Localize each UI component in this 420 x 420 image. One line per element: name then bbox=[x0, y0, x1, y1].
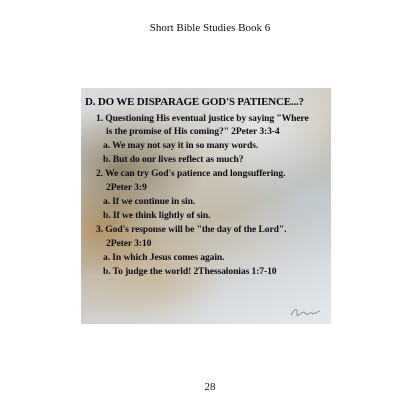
point-3a: a. In which Jesus comes again. bbox=[103, 252, 225, 263]
point-1a: a. We may not say it in so many words. bbox=[103, 140, 259, 151]
page-header: Short Bible Studies Book 6 bbox=[149, 22, 271, 34]
point-1b: b. But do our lives reflect as much? bbox=[103, 154, 244, 165]
point-1-continued: is the promise of His coming?" 2Peter 3:3-4 bbox=[106, 126, 280, 137]
point-3b: b. To judge the world! 2Thessalonias 1:7-10 bbox=[103, 266, 277, 277]
point-2-reference: 2Peter 3:9 bbox=[106, 182, 147, 193]
point-2a: a. If we continue in sin. bbox=[103, 196, 196, 207]
point-3: 3. God's response will be "the day of the Lord". bbox=[96, 224, 287, 235]
slide-title: D. DO WE DISPARAGE GOD'S PATIENCE...? bbox=[85, 96, 304, 108]
page-number: 28 bbox=[204, 381, 216, 393]
point-3-reference: 2Peter 3:10 bbox=[106, 238, 152, 249]
point-1: 1. Questioning His eventual justice by saying "Where bbox=[96, 113, 309, 124]
signature-mark bbox=[289, 306, 323, 318]
point-2b: b. If we think lightly of sin. bbox=[103, 210, 211, 221]
slide-image bbox=[81, 88, 331, 324]
point-2: 2. We can try God's patience and longsuffering. bbox=[96, 168, 286, 179]
